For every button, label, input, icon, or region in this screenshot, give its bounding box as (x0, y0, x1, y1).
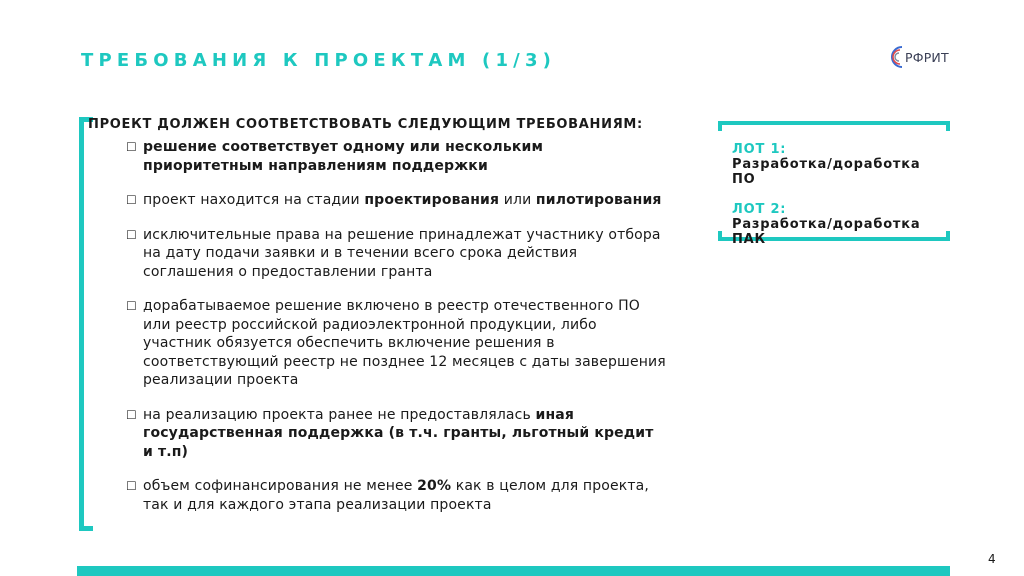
requirement-item (126, 406, 666, 462)
slide-title: ТРЕБОВАНИЯ К ПРОЕКТАМ (1/3) (81, 50, 557, 71)
left-bracket-decoration (79, 117, 93, 531)
logo (890, 44, 949, 70)
rfrit-logo-icon (890, 45, 904, 69)
bottom-accent-bar (77, 566, 950, 576)
page-number: 4 (988, 552, 996, 566)
logo-text: РФРИТ (905, 49, 949, 65)
requirement-item (126, 477, 666, 514)
requirement-text: проект находится на стадии (143, 192, 365, 208)
requirement-text: дорабатываемое решение включено в реестр отечественного ПО или реестр российской радиоэлектронной продукции, либо участник обязуется обеспечить включение решения в соответствующий реестр не позднее 12 месяцев с даты завершения реализации проекта (143, 298, 666, 388)
requirement-text-bold: решение соответствует одному или нескольким приоритетным направлениям поддержки (143, 139, 544, 174)
lot-text: Разработка/доработка ПО (732, 157, 921, 187)
requirement-text-bold: иная государственная поддержка (в т.ч. гранты, льготный кредит и т.п) (143, 406, 654, 460)
requirement-item (126, 226, 666, 282)
requirements-list (126, 138, 666, 530)
requirement-item (126, 138, 666, 175)
requirement-text: на реализацию проекта ранее не предоставлялась (143, 406, 536, 423)
bullet-icon: ☐ (126, 193, 137, 207)
lot-item (732, 142, 947, 187)
requirement-item (126, 191, 666, 210)
bullet-icon: ☐ (126, 227, 137, 242)
frame-corner (718, 231, 722, 241)
bullet-icon: ☐ (126, 140, 137, 154)
lot-label: ЛОТ 1: (732, 142, 787, 157)
requirement-text-bold: проектирования (364, 192, 500, 208)
requirement-text: или (499, 192, 536, 208)
bullet-icon: ☐ (126, 407, 137, 422)
requirement-text: как в целом для проекта, так и для каждого этапа реализации проекта (143, 478, 649, 513)
lot-text: Разработка/доработка ПАК (732, 217, 921, 247)
lot-label: ЛОТ 2: (732, 202, 787, 217)
bullet-icon: ☐ (126, 479, 137, 493)
requirement-text-bold: 20% (417, 478, 452, 494)
requirement-text: объем софинансирования не менее (143, 478, 418, 494)
requirement-text: исключительные права на решение принадлежат участнику отбора на дату подачи заявки и в течении всего срока действия соглашения о предоставлении гранта (143, 226, 661, 280)
lot-item (732, 202, 947, 247)
bullet-icon: ☐ (126, 299, 137, 313)
lots-panel (732, 142, 947, 247)
requirement-item (126, 297, 666, 390)
requirement-text-bold: пилотирования (535, 192, 662, 208)
requirements-intro: ПРОЕКТ ДОЛЖЕН СООТВЕТСТВОВАТЬ СЛЕДУЮЩИМ ТРЕБОВАНИЯМ: (88, 117, 643, 132)
